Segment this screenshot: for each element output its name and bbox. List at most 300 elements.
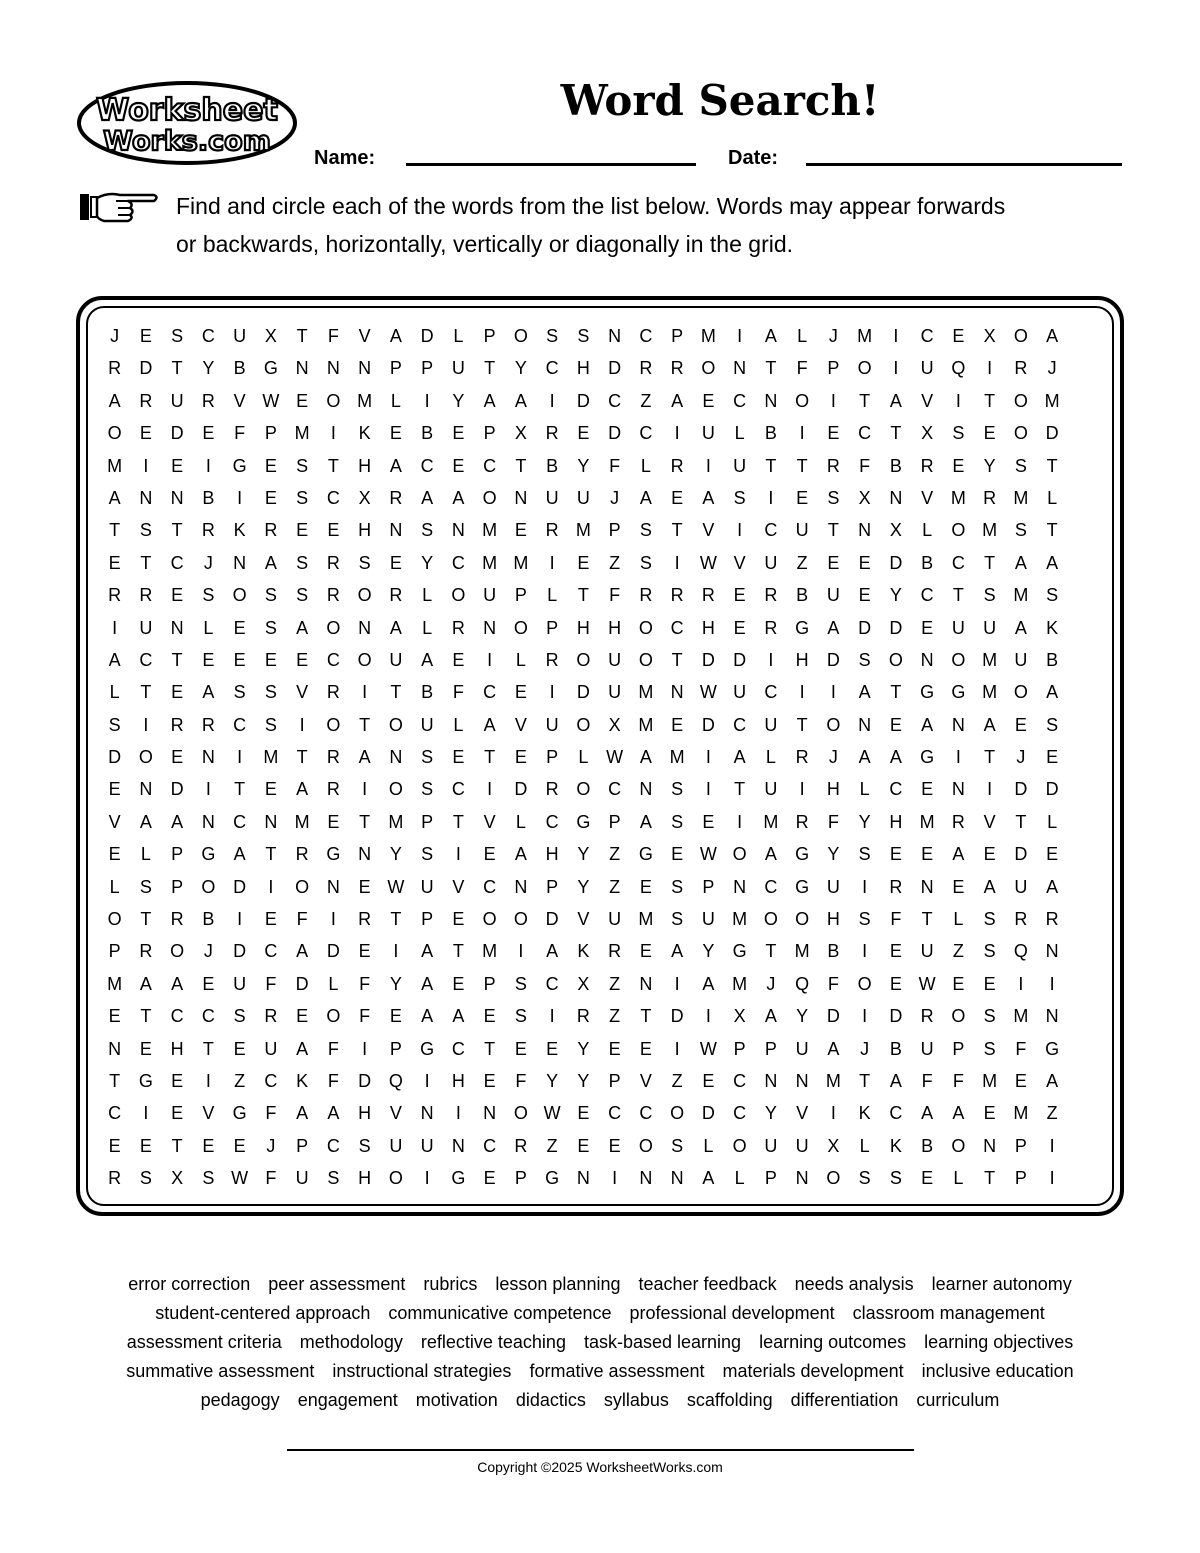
grid-letter[interactable]: E [171,1070,184,1091]
grid-letter[interactable]: E [796,487,809,508]
grid-letter[interactable]: R [108,1168,122,1189]
grid-letter[interactable]: S [889,1168,902,1189]
grid-letter[interactable]: M [575,520,591,541]
grid-letter[interactable]: R [545,520,559,541]
grid-letter[interactable]: S [171,326,184,346]
grid-letter[interactable]: P [764,1168,777,1189]
grid-letter[interactable]: E [889,714,902,735]
grid-letter[interactable]: R [795,747,809,768]
grid-letter[interactable]: R [545,423,559,444]
grid-letter[interactable]: S [858,844,871,865]
grid-letter[interactable]: E [264,455,277,476]
grid-letter[interactable]: U [826,585,840,606]
grid-letter[interactable]: T [140,682,152,703]
grid-letter[interactable]: I [799,682,805,703]
grid-letter[interactable]: I [237,909,243,930]
grid-letter[interactable]: L [109,682,120,703]
grid-letter[interactable]: F [265,1103,277,1124]
grid-letter[interactable]: A [108,390,121,411]
grid-letter[interactable]: A [421,1006,434,1027]
grid-letter[interactable]: T [171,520,183,541]
grid-letter[interactable]: T [327,455,339,476]
grid-letter[interactable]: I [362,682,368,703]
grid-letter[interactable]: R [108,585,122,606]
grid-letter[interactable]: O [1013,682,1028,703]
grid-letter[interactable]: S [327,1168,340,1189]
grid-letter[interactable]: D [139,358,153,379]
grid-letter[interactable]: E [139,1135,152,1156]
grid-letter[interactable]: Y [389,844,402,865]
grid-letter[interactable]: D [358,1070,372,1091]
grid-letter[interactable]: D [889,1006,903,1027]
grid-letter[interactable]: P [608,1070,621,1091]
grid-letter[interactable]: I [205,1070,211,1091]
grid-letter[interactable]: Y [796,1006,809,1027]
grid-letter[interactable]: D [170,779,184,800]
grid-letter[interactable]: M [357,390,373,411]
grid-letter[interactable]: M [388,811,404,832]
grid-letter[interactable]: I [455,844,461,865]
grid-letter[interactable]: G [920,682,935,703]
grid-letter[interactable]: H [358,455,372,476]
grid-letter[interactable]: H [358,520,372,541]
grid-letter[interactable]: P [108,941,121,962]
grid-letter[interactable]: G [1045,1038,1060,1059]
grid-letter[interactable]: C [108,1103,122,1124]
grid-letter[interactable]: N [670,682,684,703]
grid-letter[interactable]: N [139,779,153,800]
grid-letter[interactable]: B [889,455,902,476]
grid-letter[interactable]: I [768,487,774,508]
grid-letter[interactable]: E [233,1135,246,1156]
grid-letter[interactable]: O [388,779,403,800]
grid-letter[interactable]: J [860,1038,870,1059]
grid-letter[interactable]: O [326,390,341,411]
grid-letter[interactable]: D [420,326,434,346]
grid-letter[interactable]: E [108,1135,121,1156]
grid-letter[interactable]: W [231,1168,249,1189]
grid-letter[interactable]: M [1044,390,1060,411]
grid-letter[interactable]: E [858,585,871,606]
grid-letter[interactable]: O [513,617,528,638]
grid-letter[interactable]: E [264,487,277,508]
grid-letter[interactable]: T [202,1038,214,1059]
grid-letter[interactable]: T [796,455,808,476]
grid-letter[interactable]: A [889,1070,902,1091]
grid-letter[interactable]: M [669,747,685,768]
grid-letter[interactable]: E [889,941,902,962]
grid-letter[interactable]: O [513,909,528,930]
grid-letter[interactable]: I [362,779,368,800]
grid-letter[interactable]: L [734,423,745,444]
grid-letter[interactable]: J [110,326,120,346]
grid-letter[interactable]: I [674,552,680,573]
grid-letter[interactable]: I [299,714,305,735]
grid-letter[interactable]: W [262,390,280,411]
grid-letter[interactable]: L [453,714,464,735]
grid-letter[interactable]: S [1046,585,1059,606]
grid-letter[interactable]: O [576,714,591,735]
grid-letter[interactable]: T [1015,811,1027,832]
grid-letter[interactable]: F [609,455,621,476]
grid-letter[interactable]: E [483,844,496,865]
grid-letter[interactable]: C [639,1103,653,1124]
grid-letter[interactable]: A [108,649,121,670]
grid-letter[interactable]: N [326,358,340,379]
grid-letter[interactable]: F [890,909,902,930]
grid-letter[interactable]: S [139,520,152,541]
grid-letter[interactable]: N [639,973,653,994]
grid-letter[interactable]: S [639,520,652,541]
grid-letter[interactable]: S [139,876,152,897]
grid-letter[interactable]: A [733,747,746,768]
grid-letter[interactable]: A [296,941,309,962]
grid-letter[interactable]: R [264,1006,278,1027]
grid-letter[interactable]: D [701,649,715,670]
grid-letter[interactable]: I [893,358,899,379]
grid-letter[interactable]: L [453,326,464,346]
grid-letter[interactable]: T [640,1006,652,1027]
grid-letter[interactable]: E [889,973,902,994]
grid-letter[interactable]: T [765,941,777,962]
grid-letter[interactable]: U [295,1168,309,1189]
grid-letter[interactable]: U [1014,649,1028,670]
grid-letter[interactable]: R [201,520,215,541]
grid-letter[interactable]: C [451,552,465,573]
grid-letter[interactable]: D [889,617,903,638]
grid-letter[interactable]: P [671,326,684,346]
grid-letter[interactable]: C [451,1038,465,1059]
grid-letter[interactable]: C [670,617,684,638]
grid-letter[interactable]: I [424,1070,430,1091]
grid-letter[interactable]: Q [795,973,810,994]
grid-letter[interactable]: I [549,1006,555,1027]
grid-letter[interactable]: O [857,358,872,379]
grid-letter[interactable]: Z [796,552,808,573]
grid-letter[interactable]: E [514,1038,527,1059]
grid-letter[interactable]: R [764,617,778,638]
grid-letter[interactable]: V [702,520,715,541]
grid-letter[interactable]: V [577,909,590,930]
grid-letter[interactable]: X [733,1006,746,1027]
grid-letter[interactable]: E [139,326,152,346]
grid-letter[interactable]: G [326,844,341,865]
grid-letter[interactable]: L [109,876,120,897]
grid-letter[interactable]: G [795,844,810,865]
grid-letter[interactable]: T [234,779,246,800]
grid-letter[interactable]: F [827,973,839,994]
grid-letter[interactable]: D [233,876,247,897]
grid-letter[interactable]: N [389,520,403,541]
grid-letter[interactable]: E [202,1135,215,1156]
grid-letter[interactable]: M [1013,1006,1029,1027]
grid-letter[interactable]: T [671,649,683,670]
grid-letter[interactable]: Y [452,390,465,411]
grid-letter[interactable]: J [1047,358,1057,379]
grid-letter[interactable]: W [699,552,717,573]
grid-letter[interactable]: B [1046,649,1059,670]
grid-letter[interactable]: R [139,585,153,606]
grid-letter[interactable]: F [359,1006,371,1027]
grid-letter[interactable]: N [139,487,153,508]
grid-letter[interactable]: P [733,1038,746,1059]
grid-letter[interactable]: H [608,617,622,638]
grid-letter[interactable]: C [483,682,497,703]
grid-letter[interactable]: R [701,585,715,606]
grid-letter[interactable]: I [612,1168,618,1189]
grid-letter[interactable]: Z [609,973,621,994]
grid-letter[interactable]: N [233,552,247,573]
grid-letter[interactable]: C [764,876,778,897]
grid-letter[interactable]: S [421,520,434,541]
grid-letter[interactable]: R [639,585,653,606]
grid-letter[interactable]: A [327,1103,340,1124]
grid-letter[interactable]: U [1014,876,1028,897]
grid-letter[interactable]: P [546,617,559,638]
grid-letter[interactable]: J [266,1135,276,1156]
grid-letter[interactable]: R [1045,909,1059,930]
grid-letter[interactable]: U [233,973,247,994]
grid-letter[interactable]: E [264,909,277,930]
grid-letter[interactable]: E [639,1038,652,1059]
grid-letter[interactable]: U [764,714,778,735]
grid-letter[interactable]: B [421,682,434,703]
grid-letter[interactable]: C [889,779,903,800]
grid-letter[interactable]: D [733,649,747,670]
grid-letter[interactable]: T [921,909,933,930]
grid-letter[interactable]: Y [764,1103,777,1124]
grid-letter[interactable]: P [1014,1135,1027,1156]
grid-letter[interactable]: E [389,552,402,573]
grid-letter[interactable]: P [171,844,184,865]
grid-letter[interactable]: Z [234,1070,246,1091]
grid-letter[interactable]: J [610,487,620,508]
grid-letter[interactable]: B [546,455,559,476]
grid-letter[interactable]: S [233,1006,246,1027]
grid-letter[interactable]: U [983,617,997,638]
grid-letter[interactable]: F [327,326,339,346]
grid-letter[interactable]: S [421,747,434,768]
grid-letter[interactable]: S [264,617,277,638]
grid-letter[interactable]: E [952,326,965,346]
grid-letter[interactable]: H [576,617,590,638]
grid-letter[interactable]: C [951,552,965,573]
grid-letter[interactable]: P [421,811,434,832]
grid-letter[interactable]: P [827,358,840,379]
grid-letter[interactable]: A [421,649,434,670]
grid-letter[interactable]: A [233,844,246,865]
grid-letter[interactable]: E [827,552,840,573]
grid-letter[interactable]: N [1045,1006,1059,1027]
grid-letter[interactable]: S [983,909,996,930]
grid-letter[interactable]: M [794,941,810,962]
grid-letter[interactable]: K [889,1135,902,1156]
grid-letter[interactable]: T [1046,455,1058,476]
grid-letter[interactable]: N [670,1168,684,1189]
grid-letter[interactable]: F [921,1070,933,1091]
grid-letter[interactable]: X [827,1135,840,1156]
grid-letter[interactable]: U [420,1135,434,1156]
grid-letter[interactable]: X [889,520,902,541]
grid-letter[interactable]: A [921,714,934,735]
grid-letter[interactable]: E [171,682,184,703]
grid-letter[interactable]: I [455,1103,461,1124]
grid-letter[interactable]: Y [577,455,590,476]
grid-letter[interactable]: H [826,909,840,930]
grid-letter[interactable]: P [296,1135,309,1156]
grid-letter[interactable]: C [608,779,622,800]
grid-letter[interactable]: Z [671,1070,683,1091]
grid-letter[interactable]: S [546,326,559,346]
grid-letter[interactable]: U [545,714,559,735]
grid-letter[interactable]: U [233,326,247,346]
grid-letter[interactable]: F [327,1070,339,1091]
grid-letter[interactable]: H [889,811,903,832]
grid-letter[interactable]: C [733,1070,747,1091]
grid-letter[interactable]: A [1014,552,1027,573]
grid-letter[interactable]: U [733,455,747,476]
grid-letter[interactable]: A [983,876,996,897]
grid-letter[interactable]: L [422,585,433,606]
grid-letter[interactable]: F [359,973,371,994]
grid-letter[interactable]: A [858,747,871,768]
grid-letter[interactable]: O [638,649,653,670]
grid-letter[interactable]: N [764,1070,778,1091]
grid-letter[interactable]: I [487,779,493,800]
grid-letter[interactable]: A [389,326,402,346]
grid-letter[interactable]: S [671,811,684,832]
grid-letter[interactable]: N [295,358,309,379]
grid-letter[interactable]: E [327,811,340,832]
grid-letter[interactable]: E [233,649,246,670]
grid-letter[interactable]: N [358,617,372,638]
grid-letter[interactable]: I [955,390,961,411]
grid-letter[interactable]: F [609,585,621,606]
grid-letter[interactable]: S [952,423,965,444]
grid-letter[interactable]: O [107,423,122,444]
grid-letter[interactable]: W [699,682,717,703]
grid-letter[interactable]: C [170,552,184,573]
grid-letter[interactable]: D [670,1006,684,1027]
grid-letter[interactable]: Z [952,941,964,962]
grid-letter[interactable]: N [264,811,278,832]
grid-letter[interactable]: O [826,714,841,735]
grid-letter[interactable]: R [326,779,340,800]
grid-letter[interactable]: E [452,455,465,476]
grid-letter[interactable]: O [513,326,528,346]
grid-letter[interactable]: W [387,876,405,897]
grid-letter[interactable]: G [795,876,810,897]
grid-letter[interactable]: A [827,1038,840,1059]
grid-letter[interactable]: I [1018,973,1024,994]
grid-letter[interactable]: T [265,844,277,865]
grid-letter[interactable]: E [483,1168,496,1189]
grid-letter[interactable]: V [796,1103,809,1124]
grid-letter[interactable]: E [108,779,121,800]
grid-letter[interactable]: F [327,1038,339,1059]
grid-letter[interactable]: T [984,390,996,411]
grid-letter[interactable]: P [608,811,621,832]
grid-letter[interactable]: C [608,390,622,411]
grid-letter[interactable]: R [389,585,403,606]
grid-letter[interactable]: I [830,682,836,703]
grid-letter[interactable]: C [639,326,653,346]
grid-letter[interactable]: Y [858,811,871,832]
grid-letter[interactable]: I [143,455,149,476]
grid-letter[interactable]: U [420,876,434,897]
grid-letter[interactable]: U [264,1038,278,1059]
grid-letter[interactable]: G [576,811,591,832]
grid-letter[interactable]: D [858,617,872,638]
grid-letter[interactable]: E [921,617,934,638]
grid-letter[interactable]: L [922,520,933,541]
grid-letter[interactable]: C [326,649,340,670]
grid-letter[interactable]: O [888,649,903,670]
grid-letter[interactable]: S [1014,520,1027,541]
grid-letter[interactable]: R [326,682,340,703]
grid-letter[interactable]: A [639,487,652,508]
grid-letter[interactable]: S [983,1006,996,1027]
grid-letter[interactable]: O [107,909,122,930]
grid-letter[interactable]: M [513,552,529,573]
grid-letter[interactable]: A [921,1103,934,1124]
grid-letter[interactable]: A [139,973,152,994]
grid-letter[interactable]: A [421,941,434,962]
grid-letter[interactable]: I [330,909,336,930]
grid-letter[interactable]: A [983,714,996,735]
grid-letter[interactable]: L [734,1168,745,1189]
grid-letter[interactable]: G [232,455,247,476]
grid-letter[interactable]: E [1046,747,1059,768]
grid-letter[interactable]: M [825,1070,841,1091]
grid-letter[interactable]: D [576,682,590,703]
grid-letter[interactable]: Y [702,941,715,962]
grid-letter[interactable]: N [920,876,934,897]
grid-letter[interactable]: C [170,1006,184,1027]
grid-letter[interactable]: O [857,973,872,994]
grid-letter[interactable]: A [483,714,496,735]
grid-letter[interactable]: U [701,909,715,930]
grid-letter[interactable]: M [857,326,873,346]
grid-letter[interactable]: E [671,714,684,735]
grid-letter[interactable]: U [764,1135,778,1156]
grid-letter[interactable]: S [264,714,277,735]
grid-letter[interactable]: I [955,747,961,768]
grid-letter[interactable]: T [890,423,902,444]
grid-letter[interactable]: E [952,973,965,994]
grid-letter[interactable]: R [545,779,559,800]
grid-letter[interactable]: A [108,487,121,508]
grid-letter[interactable]: R [326,585,340,606]
grid-letter[interactable]: T [515,455,527,476]
grid-letter[interactable]: C [233,714,247,735]
grid-letter[interactable]: P [764,1038,777,1059]
grid-letter[interactable]: A [702,487,715,508]
grid-letter[interactable]: U [420,714,434,735]
grid-letter[interactable]: U [483,585,497,606]
grid-letter[interactable]: N [858,714,872,735]
grid-letter[interactable]: I [268,876,274,897]
grid-letter[interactable]: X [858,487,871,508]
grid-letter[interactable]: S [514,973,527,994]
grid-letter[interactable]: O [638,617,653,638]
grid-letter[interactable]: D [108,747,122,768]
grid-letter[interactable]: D [701,714,715,735]
grid-letter[interactable]: S [858,649,871,670]
grid-letter[interactable]: V [358,326,371,346]
grid-letter[interactable]: E [733,585,746,606]
grid-letter[interactable]: N [170,617,184,638]
